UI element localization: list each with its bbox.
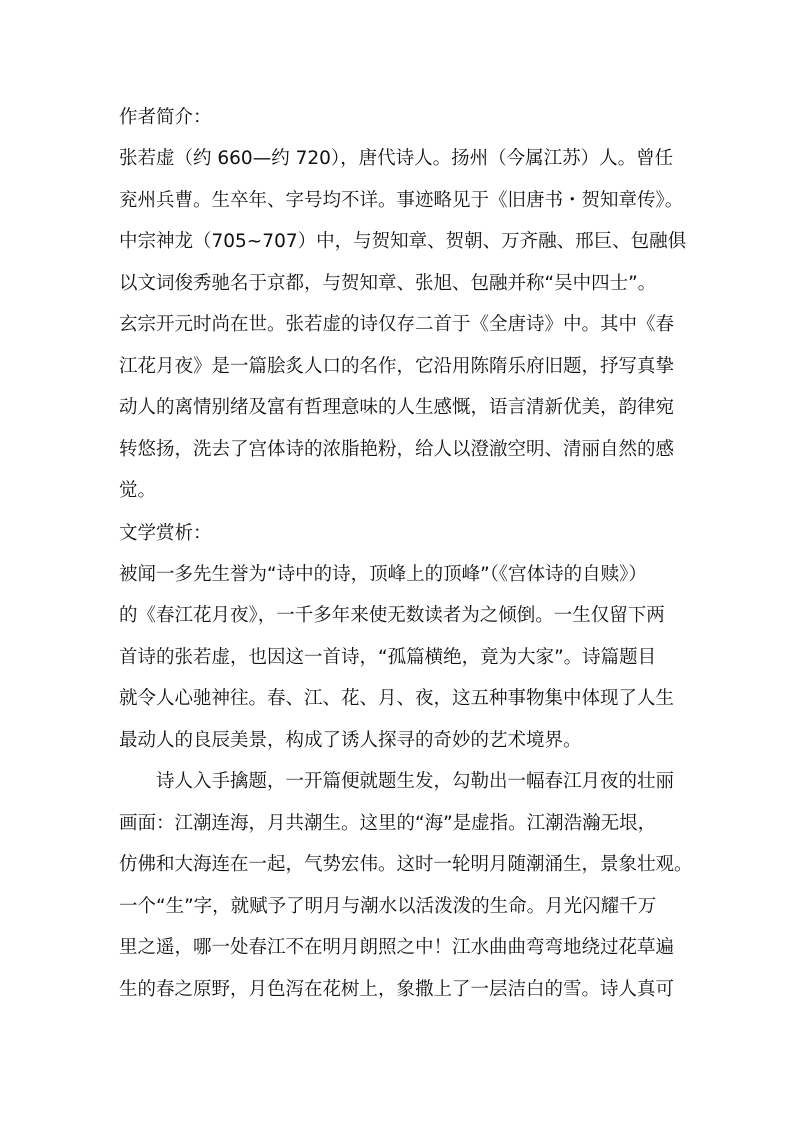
author-intro-line: 兖州兵曹。生卒年、字号均不详。事迹略见于《旧唐书・贺知章传》。 — [119, 190, 684, 211]
appreciation-line: 生的春之原野，月色泻在花树上，象撒上了一层洁白的雪。诗人真可 — [119, 979, 675, 1000]
author-intro-line: 中宗神龙（705~707）中，与贺知章、贺朝、万齐融、邢巨、包融俱 — [119, 231, 687, 252]
author-intro-line: 转悠扬，洗去了宫体诗的浓脂艳粉，给人以澄澈空明、清丽自然的感 — [119, 439, 675, 460]
author-intro-line: 觉。 — [119, 480, 157, 501]
literary-appreciation-heading: 文学赏析： — [119, 523, 212, 544]
appreciation-line: 被闻一多先生誉为“诗中的诗，顶峰上的顶峰”（《宫体诗的自赎》） — [119, 564, 647, 585]
appreciation-line: 的《春江花月夜》，一千多年来使无数读者为之倾倒。一生仅留下两 — [119, 605, 665, 626]
author-intro-heading: 作者简介： — [119, 107, 212, 128]
author-intro-line: 以文词俊秀驰名于京都，与贺知章、张旭、包融并称“吴中四士”。 — [119, 273, 657, 294]
appreciation-line: 画面：江潮连海，月共潮生。这里的“海”是虚指。江潮浩瀚无垠， — [119, 813, 657, 834]
appreciation-line: 仿佛和大海连在一起，气势宏伟。这时一轮明月随潮涌生，景象壮观。 — [119, 854, 693, 875]
author-intro-line: 江花月夜》是一篇脍炙人口的名作，它沿用陈隋乐府旧题，抒写真挚 — [119, 356, 675, 377]
appreciation-paragraph-start: 诗人入手擒题，一开篇便就题生发，勾勒出一幅春江月夜的壮丽 — [156, 771, 675, 792]
appreciation-line: 首诗的张若虚，也因这一首诗，“孤篇横绝，竟为大家”。诗篇题目 — [119, 647, 657, 668]
author-intro-line: 动人的离情别绪及富有哲理意味的人生感慨，语言清新优美，韵律宛 — [119, 397, 675, 418]
appreciation-line: 一个“生”字，就赋予了明月与潮水以活泼泼的生命。月光闪耀千万 — [119, 896, 657, 917]
appreciation-line: 最动人的良辰美景，构成了诱人探寻的奇妙的艺术境界。 — [119, 730, 582, 751]
author-intro-line: 玄宗开元时尚在世。张若虚的诗仅存二首于《全唐诗》中。其中《春 — [119, 314, 675, 335]
appreciation-line: 就令人心驰神往。春、江、花、月、夜，这五种事物集中体现了人生 — [119, 688, 675, 709]
author-intro-line: 张若虚（约 660—约 720），唐代诗人。扬州（今属江苏）人。曾任 — [119, 148, 674, 169]
appreciation-line: 里之遥，哪一处春江不在明月朗照之中！江水曲曲弯弯地绕过花草遍 — [119, 937, 675, 958]
